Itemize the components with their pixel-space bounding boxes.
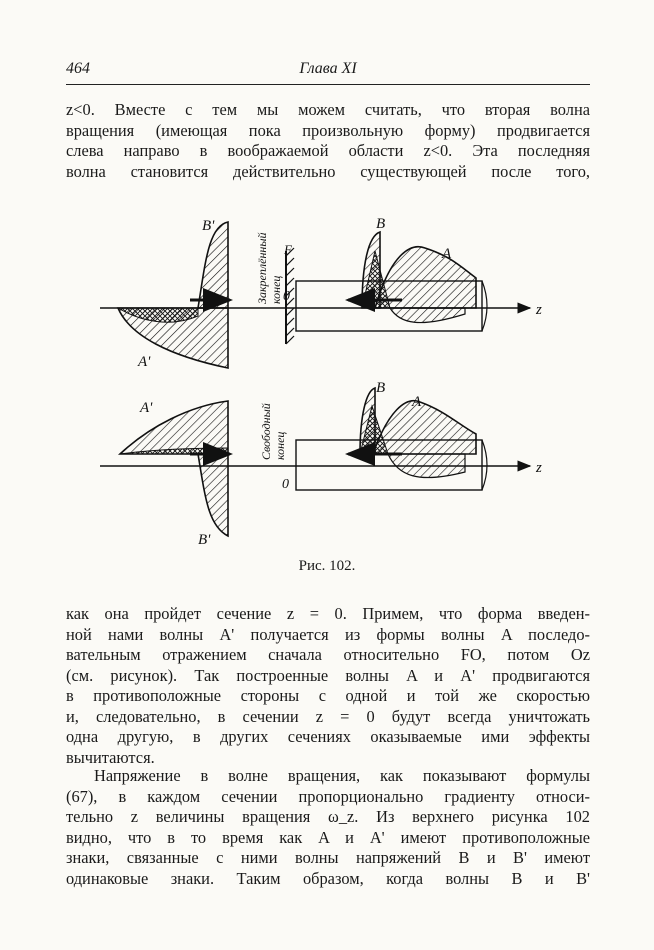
label-a: A <box>442 246 452 262</box>
page-header <box>66 58 590 85</box>
paragraph-1 <box>66 100 590 182</box>
wave-b-prime-top <box>198 222 228 308</box>
label-o-bottom: 0 <box>282 477 289 492</box>
paragraph-3 <box>66 766 590 889</box>
text-line: ной нами волны A' получается из формы волны A последо- <box>66 624 590 644</box>
label-b-prime-bottom: B' <box>198 532 211 548</box>
text-line: вращения (имеющая пока произвольную форму) продвигается <box>66 120 590 140</box>
label-o: 0 <box>283 289 290 304</box>
text-line: Напряжение в волне вращения, как показывают формулы <box>94 766 590 785</box>
text-line: в противоположные стороны с одной и той же скоростью <box>66 686 590 705</box>
fixed-end-label-1: Закреплённый <box>255 232 269 304</box>
text-line: знаки, связанные с ними волны напряжений B и B' имеют <box>66 848 590 867</box>
wave-a-prime-bottom <box>120 401 228 454</box>
text-line: слева направо в воображаемой области z<0. Эта последняя <box>66 141 590 160</box>
text-line: видно, что в то время как A и A' имеют противоположные <box>66 827 590 847</box>
text-line: как она пройдет сечение z = 0. Примем, что форма введен- <box>66 604 590 623</box>
figure-102 <box>90 196 570 556</box>
free-end-label-1: Свободный <box>259 403 273 460</box>
fixed-end-label-2: конец <box>269 275 283 304</box>
label-b-bottom: B <box>376 380 386 396</box>
text-line: одинаковые знаки. Таким образом, когда волны B и B' <box>66 868 590 888</box>
label-a-prime-bottom: A' <box>140 400 153 416</box>
wave-diagram <box>90 196 570 556</box>
page-number: 464 <box>66 60 90 77</box>
paragraph-2 <box>66 604 590 768</box>
text-line: вычитаются. <box>66 747 155 767</box>
wave-b-prime-bottom <box>198 454 228 536</box>
text-line: (67), в каждом сечении пропорционально градиенту относи- <box>66 786 590 806</box>
wave-a-bottom <box>373 401 476 454</box>
label-z-bottom: z <box>536 460 542 476</box>
chapter-title: Глава XI <box>299 60 357 77</box>
text-line: z<0. Вместе с тем мы можем считать, что вторая волна <box>66 100 590 119</box>
text-line: одна другую, в других сечениях оказываемые ими эффекты <box>66 727 590 746</box>
label-a-bottom: A <box>412 394 422 410</box>
figure-caption: Рис. 102. <box>298 558 356 574</box>
text-line: волна становится действительно существующей после того, <box>66 161 590 181</box>
label-b: B <box>376 216 386 232</box>
label-f: F <box>284 242 292 257</box>
free-end-label-2: конец <box>273 431 287 460</box>
text-line: вательным отражением сначала относительно FO, потом Oz <box>66 645 590 664</box>
label-z: z <box>536 302 542 318</box>
label-b-prime: B' <box>202 218 215 234</box>
label-a-prime: A' <box>138 354 151 370</box>
text-line: (см. рисунок). Так построенные волны A и A' продвигаются <box>66 665 590 685</box>
text-line: тельно z величины вращения ω_z. Из верхнего рисунка 102 <box>66 807 590 826</box>
text-line: и, следовательно, в сечении z = 0 будут всегда уничтожать <box>66 706 590 726</box>
